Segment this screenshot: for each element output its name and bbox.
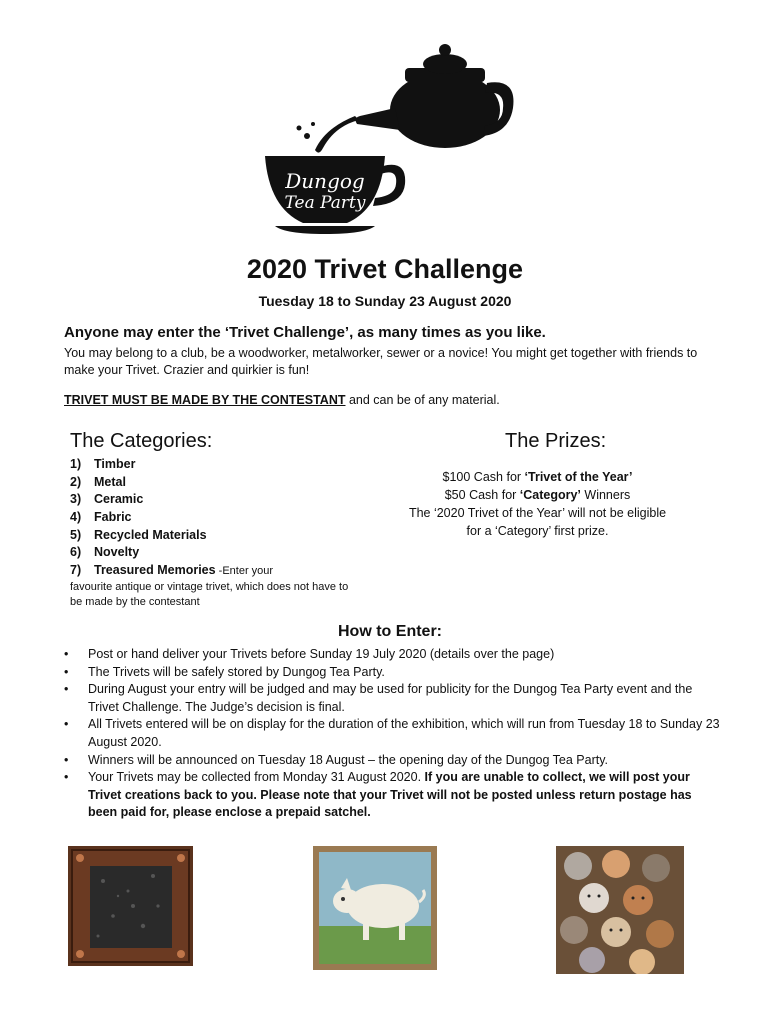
category-item bbox=[70, 544, 360, 562]
bullet-icon: • bbox=[64, 770, 69, 785]
list-item bbox=[64, 752, 724, 770]
list-item-text: Your Trivets may be collected from Monday 31 August 2020. bbox=[88, 770, 425, 785]
bullet-icon: • bbox=[64, 717, 69, 732]
category-label: Metal bbox=[94, 474, 126, 489]
prize-line-4: for a ‘Category’ first prize. bbox=[466, 524, 609, 538]
event-dates: Tuesday 18 to Sunday 23 August 2020 bbox=[258, 293, 512, 309]
bullet-icon: • bbox=[64, 752, 69, 767]
category-number: 5) bbox=[70, 527, 82, 542]
category-label: Timber bbox=[94, 457, 136, 471]
list-item-text: Winners will be announced on Tuesday 18 August – the opening day of the Dungog Tea Party. bbox=[88, 752, 609, 767]
category-label: Novelty bbox=[94, 545, 140, 560]
list-item bbox=[64, 716, 724, 751]
category-note: favourite antique or vintage trivet, which does not have to be made by the contestant bbox=[70, 581, 349, 608]
bullet-icon: • bbox=[64, 682, 69, 697]
category-number: 4) bbox=[70, 510, 82, 525]
category-label: Ceramic bbox=[94, 492, 144, 507]
category-number: 1) bbox=[70, 457, 82, 471]
prize-line-1 bbox=[370, 468, 705, 486]
list-item bbox=[64, 769, 724, 822]
logo-text-line2: Tea Party bbox=[284, 193, 366, 213]
categories-list bbox=[70, 456, 360, 580]
list-item-bold-text: If you are unable to collect, we will post your Trivet creations back to you. Please note that your Trivet will not be posted unless return postage has been paid for, please enclose a prepaid satchel. bbox=[88, 770, 692, 820]
mosaic-pig-trivet-photo bbox=[313, 846, 437, 970]
contestant-rule-rest: and can be of any material. bbox=[345, 393, 500, 407]
category-number: 7) bbox=[70, 563, 82, 578]
prize-line-1-text: $100 Cash for bbox=[442, 470, 525, 484]
prize-line-1-bold: ‘Trivet of the Year’ bbox=[524, 470, 633, 484]
category-label: Treasured Memories bbox=[94, 563, 216, 578]
prize-line-2-bold: ‘Category’ bbox=[519, 488, 581, 502]
contestant-rule-underlined: TRIVET MUST BE MADE BY THE CONTESTANT bbox=[64, 393, 346, 407]
category-number: 3) bbox=[70, 492, 82, 507]
timber-stone-trivet-photo bbox=[68, 846, 193, 966]
contestant-rule bbox=[64, 393, 500, 407]
category-item bbox=[70, 456, 360, 474]
how-to-enter-heading: How to Enter: bbox=[338, 623, 442, 640]
category-item bbox=[70, 562, 360, 580]
category-label: Fabric bbox=[94, 510, 132, 525]
category-item bbox=[70, 527, 360, 545]
category-item bbox=[70, 491, 360, 509]
category-item bbox=[70, 474, 360, 492]
category-item bbox=[70, 509, 360, 527]
logo-text-line1: Dungog bbox=[285, 169, 365, 193]
list-item-text: Post or hand deliver your Trivets before Sunday 19 July 2020 (details over the page) bbox=[88, 647, 555, 661]
dungog-tea-party-logo bbox=[255, 38, 520, 238]
category-label: Recycled Materials bbox=[94, 527, 207, 542]
category-number: 6) bbox=[70, 545, 82, 560]
bullet-icon: • bbox=[64, 664, 69, 679]
prizes-heading: The Prizes: bbox=[505, 430, 607, 452]
list-item-text: During August your entry will be judged and may be used for publicity for the Dungog Tea Party event and the Trivet Challenge. The Judge’s decision is final. bbox=[88, 682, 693, 714]
prize-line-2-post: Winners bbox=[580, 488, 631, 502]
prize-line-2 bbox=[370, 486, 705, 504]
prize-line-3: The ‘2020 Trivet of the Year’ will not be eligible bbox=[408, 506, 667, 520]
list-item bbox=[64, 681, 724, 716]
prizes-block bbox=[370, 468, 705, 540]
prize-line-2-text: $50 Cash for bbox=[444, 488, 520, 502]
list-item-text: All Trivets entered will be on display for the duration of the exhibition, which will run from Tuesday 18 to Sunday 23 August 2020. bbox=[88, 717, 720, 749]
category-number: 2) bbox=[70, 474, 82, 489]
list-item-text: The Trivets will be safely stored by Dungog Tea Party. bbox=[88, 664, 385, 679]
cats-trivet-photo bbox=[556, 846, 684, 974]
category-note-inline: -Enter your bbox=[215, 565, 274, 578]
intro-heading: Anyone may enter the ‘Trivet Challenge’, as many times as you like. bbox=[64, 324, 546, 341]
bullet-icon: • bbox=[64, 647, 69, 661]
list-item bbox=[64, 646, 724, 664]
categories-heading: The Categories: bbox=[70, 430, 213, 452]
page-title: 2020 Trivet Challenge bbox=[246, 254, 524, 284]
how-to-enter-list bbox=[64, 646, 724, 822]
intro-body: You may belong to a club, be a woodworker, metalworker, sewer or a novice! You might get together with friends to make your Trivet. Crazier and quirkier is fun! bbox=[64, 346, 698, 377]
list-item bbox=[64, 664, 724, 682]
